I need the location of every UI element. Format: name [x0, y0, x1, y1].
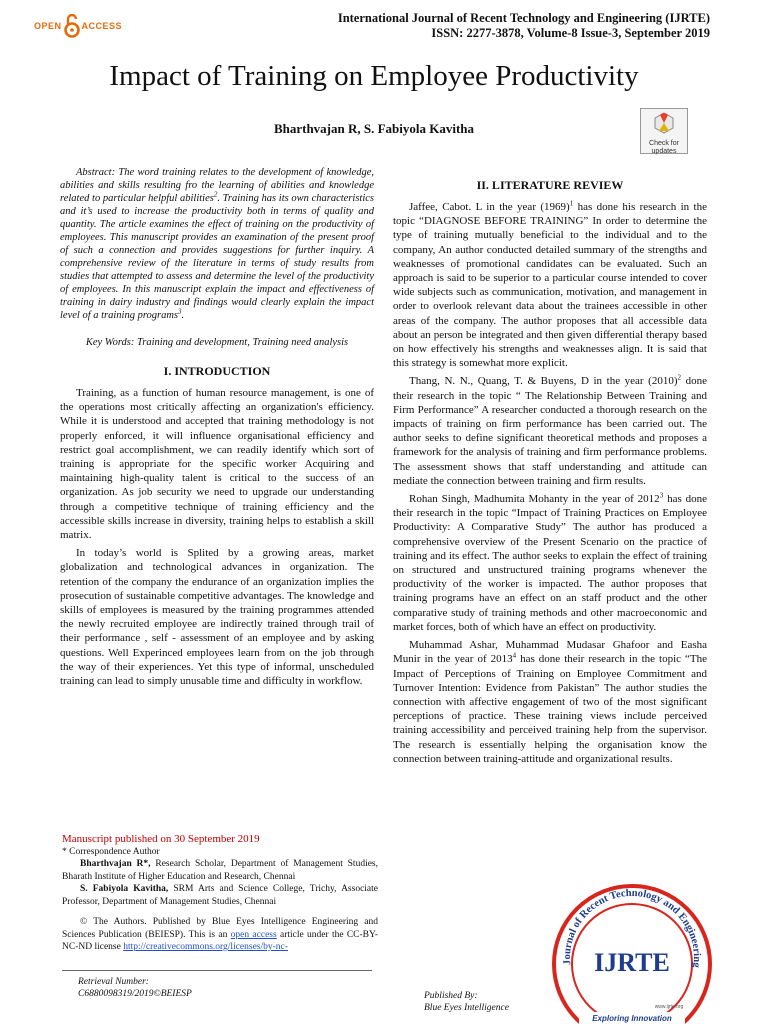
open-lock-icon [64, 14, 80, 38]
license-text-2: article under the CC-BY-NC-ND license [62, 929, 378, 952]
check-label-2: updates [651, 148, 677, 155]
check-updates-icon [653, 111, 675, 135]
author1-name: Bharthvajan R*, [80, 859, 151, 869]
open-access-right-text: ACCESS [81, 21, 123, 31]
journal-issn: ISSN: 2277-3878, Volume-8 Issue-3, September 2019 [431, 26, 710, 40]
svg-text:Journal of Recent Technology a: Journal of Recent Technology and Engineering [561, 887, 703, 969]
seal-center-text: IJRTE [594, 948, 670, 977]
seal-url: www.ijrte.org [654, 1004, 684, 1010]
author1-affiliation: Research Scholar, Department of Management Studies, Bharath Institute of Higher Education and Research, Chennai [62, 859, 379, 882]
literature-body [393, 200, 707, 770]
intro-paragraph: Training, as a function of human resource management, is one of the operations most critically affecting an organization's efficiency. While it is understood and accepted that training methodology is not properly enforced, it will influence organisational efficiency and restrict goal accomplishment, we can readily identify which sort of training is appropriate for the specific worker Acquiring and maintaining high-quality talent is critical to the success of an organization. As job security we need to upgrade our understanding through a competitive technique of training efficiency and the accessible skills increase in diversity, training helps to establish a skill matrix. [60, 387, 374, 542]
footer-divider [62, 970, 372, 971]
correspondence-author: * Correspondence Author [62, 846, 160, 857]
intro-heading: I. INTRODUCTION [163, 364, 271, 378]
retrieval-number [78, 976, 192, 1000]
retrieval-label: Retrieval Number: [78, 977, 149, 987]
lit-paragraph: Muhammad Ashar, Muhammad Mudasar Ghafoor and Easha Munir in the year of 2013$^4$ has done their research in the topic “The Impact of Perceptions of Training on Employee Commitment and Turnover Intention: Evidence from Pakistan” The author studies the connection with affective engagement of two of the most significant perceptions of practice. These training views include perceived training accessibility and perceived training help from the supervisor. The research is essentially helping the organisation know the connection between training-attitude and organizational results. [393, 639, 707, 765]
intro-body [60, 386, 374, 692]
literature-heading: II. LITERATURE REVIEW [476, 178, 624, 192]
manuscript-published: Manuscript published on 30 September 2019 [62, 833, 260, 845]
journal-name: International Journal of Recent Technology and Engineering (IJRTE) [337, 11, 710, 25]
lit-paragraph: Jaffee, Cabot. L in the year $(1969)^1$ has done his research in the topic “DIAGNOSE BEFORE TRAINING” In order to determine the type of training mutually beneficial to the individual and to the company, An author conducted detailed summary of the strengths and weaknesses of promotional candidates can be evaluated. Such an approach is said to be superior to a particular course intended to cover wide subjects such as communication, motivation, and management in order to overlook relevant data about the trainees accessible in other areas of the company. The author proposes that all accessible data about an person be integrated and then given differential therapy based on how effectively his strengths and weaknesses align. It is said that this strategy is somewhat more explicit. [393, 199, 707, 370]
open-access-link[interactable]: open access [230, 929, 277, 940]
cc-license-link[interactable]: http://creativecommons.org/licenses/by-nc- [123, 942, 288, 952]
ijrte-seal-logo [541, 874, 721, 1024]
abstract-ref-2: 2 [213, 190, 218, 199]
keywords: Key Words: Training and development, Training need analysis [85, 337, 349, 348]
retrieval-value: C6880098319/2019©BEIESP [78, 989, 192, 999]
footnote [62, 833, 378, 908]
check-for-updates-badge[interactable] [640, 108, 688, 154]
open-access-logo [34, 14, 122, 38]
lit-paragraph: Rohan Singh, Madhumita Mohanty in the year of 2012$^3$ has done their research in the topic “Impact of Training Practices on Employee Productivity: A Comparative Study” The author has produced a comprehensive overview of the Present Scenario on the practice of training and its effect. The author seeks to explain the effect of training on structured and unstructured training programs whenever the productivity of the worker is impacted. The author proposes that training programs have an effect on an staff product and the other comparative study of training methods and other macroeconomic and market forces, both of which have an effect on productivity. [393, 491, 707, 633]
paper-authors: Bharthvajan R, S. Fabiyola Kavitha [273, 121, 475, 136]
license-text-1: © The Authors. Published by Blue Eyes Intelligence Engineering and Sciences Publication (BEIESP). This is an [62, 917, 378, 940]
journal-header [250, 11, 710, 41]
abstract-ref-3: 3 [178, 307, 182, 316]
published-by [424, 990, 509, 1014]
check-label-1: Check for [649, 140, 679, 147]
open-access-left-text: OPEN [34, 21, 62, 31]
author2-affiliation: SRM Arts and Science College, Trichy, Associate Professor, Department of Management Studies, Chennai [62, 884, 378, 907]
paper-title: Impact of Training on Employee Productivity [109, 60, 639, 92]
intro-paragraph: In today’s world is Splited by a growing areas, market globalization and technological advances in organization. The retention of the company the endurance of an organization implies the prosecution of sustainable competitive advantages. The knowledge and skills of employees is measured by the training programmes attended the newly recruited employee are indirectly trained through trail of their performance , self - assessment of an employee and by asking questions. Well Experinced employees learn from on the job through the way of their experiences. Yet this type of informal, unscheduled training can lead to simply unusable time and difficulty in workflow. [60, 547, 374, 688]
lit-paragraph: Thang, N. N., Quang, T. & Buyens, D in the year $(2010)^2$ done their research in the topic “ The Relationship Between Training and Firm Performance” A researcher conducted a thorough research on the impacts of training on firm performance has been carried out. The author seeks to define significant theoretical methods and proposes a framework for the analysis of training and firm performance problems. The assessment shows that staff understanding and attitude can mediate the connection between training and firm results. [393, 373, 707, 487]
published-label: Published By: [424, 991, 478, 1001]
published-value: Blue Eyes Intelligence [424, 1003, 509, 1013]
abstract-text-rest: . Training has its own characteristics and it’s used to increase the productivity both in terms of quality and quantity. The article examines the effect of training on the productivity of employees. This manuscript provides an examination of the present proof of such a connection and provides suggestions for further inquiry. A comprehensive review of the literature in terms of study results from studies that attempted to assess and determine the level of the productivity of employees. In this manuscript explain the impact and effectiveness of training in dairy industry and findings would clearly explain the impact level of a training programs [60, 193, 374, 321]
abstract-text: Abstract: The word training relates to the development of knowledge, abilities and skills resulting fro the learning of abilities and knowledge related to particular helpful abilities [60, 167, 374, 204]
abstract: Abstract: The word training relates to the development of knowledge, abilities and skills resulting fro the learning of abilities and knowledge related to particular helpful abilities$^2$. Training has its own characteristics and it’s used to increase the productivity both in terms of quality and quantity. The article examines the effect of training on the productivity of employees. This manuscript provides an examination of the present proof of such a connection and provides suggestions for further inquiry. A comprehensive review of the literature in terms of study results from studies that attempted to assess and determine the level of the productivity of employees. In this manuscript explain the impact and effectiveness of training in dairy industry and findings would clearly explain the impact level of a training programs$^3$. [60, 167, 374, 321]
license-note [62, 916, 378, 954]
author2-name: S. Fabiyola Kavitha, [80, 884, 169, 894]
seal-tagline: Exploring Innovation [592, 1014, 672, 1023]
